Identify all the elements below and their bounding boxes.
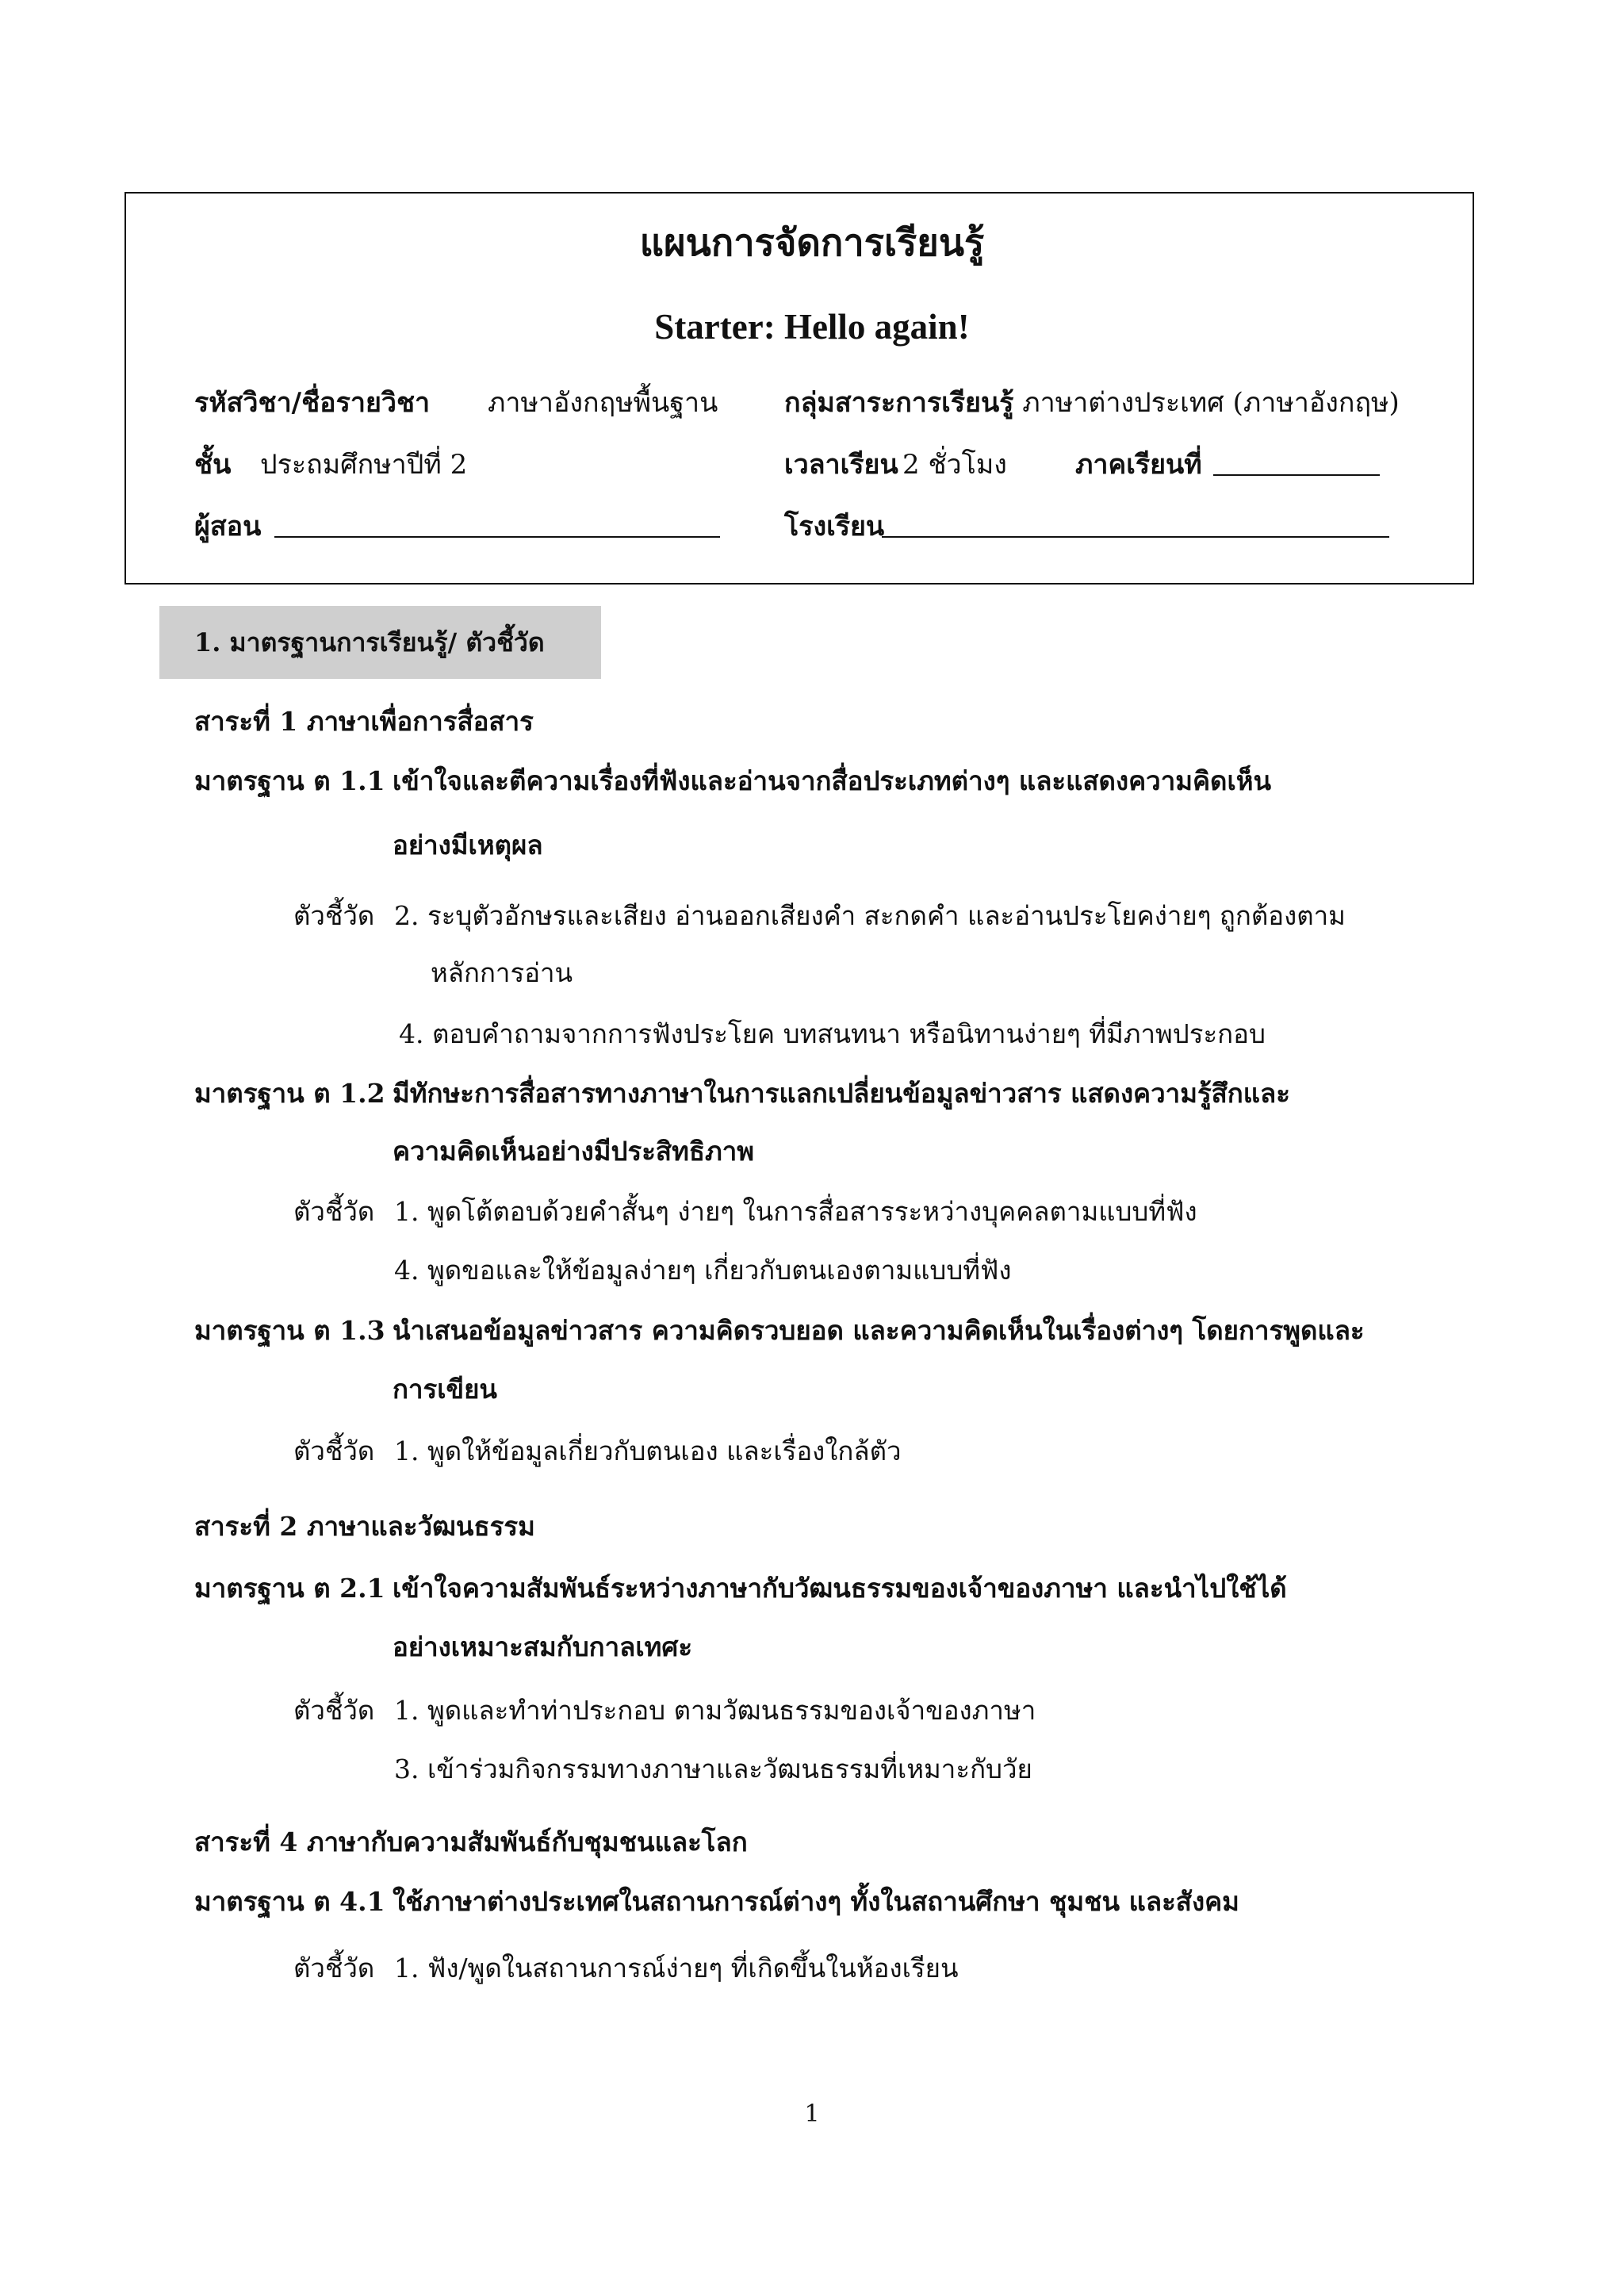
- standard-2-1-text: เข้าใจความสัมพันธ์ระหว่างภาษากับวัฒนธรรมของเจ้าของภาษา และนำไปใช้ได้: [393, 1573, 1287, 1604]
- teacher-blank-line: [274, 536, 720, 538]
- indicator-label: ตัวชี้วัด: [293, 1695, 375, 1726]
- indicator-1-2-4: 4. พูดขอและให้ข้อมูลง่ายๆ เกี่ยวกับตนเองตามแบบที่ฟัง: [394, 1255, 1012, 1286]
- grade-value: ประถมศึกษาปีที่ 2: [260, 449, 468, 481]
- standard-4-1-text: ใช้ภาษาต่างประเทศในสถานการณ์ต่างๆ ทั้งในสถานศึกษา ชุมชน และสังคม: [393, 1886, 1239, 1917]
- strand-2-heading: สาระที่ 2 ภาษาและวัฒนธรรม: [194, 1511, 535, 1542]
- grade-label: ชั้น: [194, 449, 232, 481]
- school-blank-line: [882, 536, 1389, 538]
- indicator-1-3-1: 1. พูดให้ข้อมูลเกี่ยวกับตนเอง และเรื่องใกล้ตัว: [394, 1435, 902, 1466]
- indicator-1-1-2: 2. ระบุตัวอักษรและเสียง อ่านออกเสียงคำ สะกดคำ และอ่านประโยคง่ายๆ ถูกต้องตาม: [394, 900, 1346, 931]
- standard-1-3-label: มาตรฐาน ต 1.3: [194, 1315, 385, 1346]
- indicator-4-1-1: 1. ฟัง/พูดในสถานการณ์ง่ายๆ ที่เกิดขึ้นในห้องเรียน: [394, 1953, 959, 1984]
- standard-1-1-label: มาตรฐาน ต 1.1: [194, 765, 385, 796]
- standard-1-1-text-cont: อย่างมีเหตุผล: [393, 830, 543, 861]
- strand-1-heading: สาระที่ 1 ภาษาเพื่อการสื่อสาร: [194, 706, 534, 737]
- indicator-2-1-1: 1. พูดและทำท่าประกอบ ตามวัฒนธรรมของเจ้าของภาษา: [394, 1695, 1036, 1726]
- indicator-2-1-3: 3. เข้าร่วมกิจกรรมทางภาษาและวัฒนธรรมที่เหมาะกับวัย: [394, 1754, 1032, 1784]
- standard-1-2-label: มาตรฐาน ต 1.2: [194, 1078, 385, 1109]
- learning-area-label: กลุ่มสาระการเรียนรู้: [784, 387, 1014, 419]
- indicator-1-2-1: 1. พูดโต้ตอบด้วยคำสั้นๆ ง่ายๆ ในการสื่อสารระหว่างบุคคลตามแบบที่ฟัง: [394, 1196, 1197, 1227]
- standard-1-3-text: นำเสนอข้อมูลข่าวสาร ความคิดรวบยอด และความคิดเห็นในเรื่องต่างๆ โดยการพูดและ: [393, 1315, 1365, 1346]
- indicator-label: ตัวชี้วัด: [293, 1196, 375, 1227]
- section-heading: 1. มาตรฐานการเรียนรู้/ ตัวชี้วัด: [194, 627, 545, 657]
- teacher-label: ผู้สอน: [194, 511, 262, 542]
- subject-code-label: รหัสวิชา/ชื่อรายวิชา: [194, 387, 431, 419]
- standard-1-1-text: เข้าใจและตีความเรื่องที่ฟังและอ่านจากสื่อประเภทต่างๆ และแสดงความคิดเห็น: [393, 765, 1272, 796]
- indicator-label: ตัวชี้วัด: [293, 900, 375, 931]
- indicator-label: ตัวชี้วัด: [293, 1435, 375, 1466]
- learning-area-value: ภาษาต่างประเทศ (ภาษาอังกฤษ): [1022, 387, 1400, 419]
- document-subtitle: Starter: Hello again!: [654, 307, 970, 347]
- document-title: แผนการจัดการเรียนรู้: [639, 221, 985, 265]
- standard-1-3-text-cont: การเขียน: [393, 1374, 497, 1405]
- semester-blank-line: [1213, 474, 1380, 476]
- learning-area-row: [784, 381, 1400, 424]
- page-number: 1: [804, 2100, 820, 2128]
- strand-4-heading: สาระที่ 4 ภาษากับความสัมพันธ์กับชุมชนและโลก: [194, 1826, 748, 1857]
- subject-name: ภาษาอังกฤษพื้นฐาน: [488, 387, 718, 419]
- standard-4-1-label: มาตรฐาน ต 4.1: [194, 1886, 385, 1917]
- standard-1-2-text-cont: ความคิดเห็นอย่างมีประสิทธิภาพ: [393, 1136, 755, 1167]
- time-value: 2 ชั่วโมง: [902, 449, 1007, 481]
- standard-2-1-text-cont: อย่างเหมาะสมกับกาลเทศะ: [393, 1631, 693, 1662]
- school-label: โรงเรียน: [784, 511, 885, 542]
- indicator-1-1-2-cont: หลักการอ่าน: [431, 957, 573, 988]
- time-label: เวลาเรียน: [784, 449, 898, 481]
- standard-2-1-label: มาตรฐาน ต 2.1: [194, 1573, 385, 1604]
- semester-label: ภาคเรียนที่: [1075, 449, 1202, 481]
- indicator-label: ตัวชี้วัด: [293, 1953, 375, 1984]
- standard-1-2-text: มีทักษะการสื่อสารทางภาษาในการแลกเปลี่ยนข้อมูลข่าวสาร แสดงความรู้สึกและ: [393, 1078, 1291, 1109]
- indicator-1-1-4: 4. ตอบคำถามจากการฟังประโยค บทสนทนา หรือนิทานง่ายๆ ที่มีภาพประกอบ: [399, 1018, 1266, 1049]
